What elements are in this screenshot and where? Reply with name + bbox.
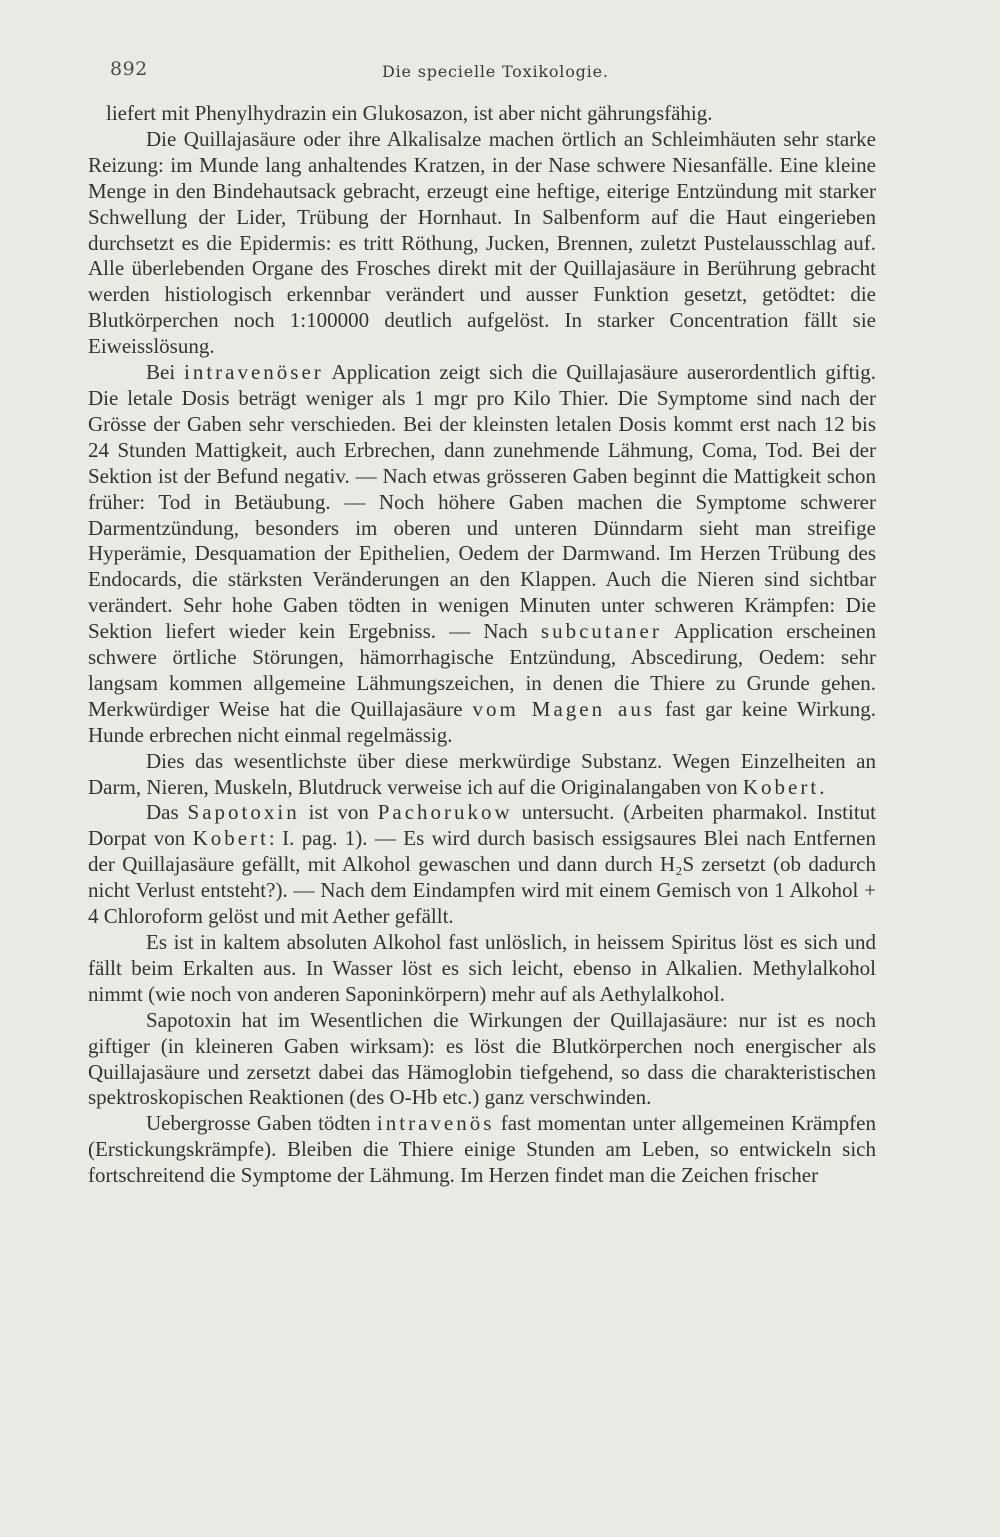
paragraph-3 [88,749,876,801]
paragraph-1 [88,127,876,360]
text-run: Das [146,800,188,825]
text-run: fast momentan unter allgemeinen Krämpfen (Erstickungskrämpfe). Bleiben die Thiere einige Stunden am Leben, so entwickeln sich fortschreitend die Symptome der Lähmung. Im Herzen findet man die Zeichen frischer [88,1111,876,1188]
text-run: liefert mit Phenylhydrazin ein Glukosazon, ist aber nicht gährungsfähig. [106,101,713,125]
spaced-emphasis: subcutaner [540,619,662,644]
page-header [110,58,870,88]
text-run: Die Quillajasäure oder ihre Alkalisalze machen örtlich an Schleimhäuten sehr starke Reizung: im Munde lang anhaltendes Kratzen, in der Nase schwere Niesanfälle. Eine kleine Menge in den Bindehautsack gebracht, erzeugt eine heftige, eiterige Entzündung mit starker Schwellung der Lider, Trübung der Hornhaut. In Salbenform auf die Haut eingerieben durchsetzt es die Epidermis: es tritt Röthung, Jucken, Brennen, zuletzt Pustelausschlag auf. Alle überlebenden Organe des Frosches direkt mit der Quillajasäure in Berührung gebracht werden histiologisch erkennbar verändert und ausser Funktion gesetzt, getödtet: die Blutkörperchen noch 1:100000 deutlich aufgelöst. In starker Concentration fällt sie Eiweisslösung. [88,126,876,359]
paragraph-4 [88,800,876,930]
spaced-emphasis: vom Magen aus [472,696,656,721]
text-run: Dies das wesentlichste über diese merkwürdige Substanz. Wegen Einzelheiten an Darm, Nieren, Muskeln, Blutdruck verweise ich auf die Originalangaben von [88,748,876,799]
spaced-emphasis: Kobert [192,826,269,851]
page-number: 892 [110,58,148,80]
paragraph-0 [88,101,876,127]
text-run: . [819,774,825,799]
spaced-emphasis: intravenös [376,1111,495,1136]
paragraph-6 [88,1008,876,1112]
text-run: : I. pag. 1). — Es wird durch basisch essigsaures Blei nach Entfernen der Quillajasäure gefällt, mit Alkohol gewaschen und dann durch H₂S zersetzt (ob dadurch nicht Verlust entsteht?). — Nach dem Eindampfen wird mit einem Gemisch von 1 Alkohol + 4 Chloroform gelöst und mit Aether gefällt. [88,826,876,929]
paragraph-7 [88,1111,876,1189]
body-text [88,101,876,1189]
paragraph-2 [88,360,876,749]
text-run: Es ist in kaltem absoluten Alkohol fast unlöslich, in heissem Spiritus löst es sich und fällt beim Erkalten aus. In Wasser löst es sich leicht, ebenso in Alkalien. Methylalkohol nimmt (wie noch von anderen Saponinkörpern) mehr auf als Aethylalkohol. [88,930,876,1006]
text-run: untersucht. (Arbeiten pharmakol. Institut Dorpat von [88,800,876,851]
spaced-emphasis: Sapotoxin [187,800,300,825]
text-run: Bei [146,360,184,385]
running-title: Die specielle Toxikologie. [382,62,609,81]
paragraph-5 [88,930,876,1008]
text-run: Application erscheinen schwere örtliche Störungen, hämorrhagische Entzündung, Abscedirung, Oedem: sehr langsam kommen allgemeine Lähmungszeichen, in denen die Thiere zu Grunde gehen. Merkwürdiger Weise hat die Quillajasäure [88,619,876,721]
spaced-emphasis: Kobert [742,774,820,799]
text-run: Sapotoxin hat im Wesentlichen die Wirkungen der Quillajasäure: nur ist es noch giftiger (in kleineren Gaben wirksam): es löst die Blutkörperchen noch energischer als Quillajasäure und zersetzt dabei das Hämoglobin tiefgehend, so dass die charakteristischen spektroskopischen Reaktionen (des O-Hb etc.) ganz verschwinden. [88,1007,876,1110]
spaced-emphasis: intravenöser [184,360,324,385]
text-run: Uebergrosse Gaben tödten [146,1111,377,1136]
text-run: Application zeigt sich die Quillajasäure auserordentlich giftig. Die letale Dosis beträgt weniger als 1 mgr pro Kilo Thier. Die Symptome sind nach der Grösse der Gaben sehr verschieden. Bei der kleinsten letalen Dosis kommt erst nach 12 bis 24 Stunden Mattigkeit, auch Erbrechen, dann zunehmende Lähmung, Coma, Tod. Bei der Sektion ist der Befund negativ. — Nach etwas grösseren Gaben beginnt die Mattigkeit schon früher: Tod in Betäubung. — Noch höhere Gaben machen die Symptome schwerer Darmentzündung, besonders im oberen und unteren Dünndarm sieht man streifige Hyperämie, Desquamation der Epithelien, Oedem der Darmwand. Im Herzen Trübung des Endocards, die stärksten Veränderungen an den Klappen. Auch die Nieren sind sichtbar verändert. Sehr hohe Gaben tödten in wenigen Minuten unter schweren Krämpfen: Die Sektion liefert wieder kein Ergebniss. — Nach [88,360,876,644]
text-run: fast gar keine Wirkung. Hunde erbrechen nicht einmal regelmässig. [88,696,876,747]
spaced-emphasis: Pachorukow [377,800,513,825]
text-run: ist von [299,800,378,825]
